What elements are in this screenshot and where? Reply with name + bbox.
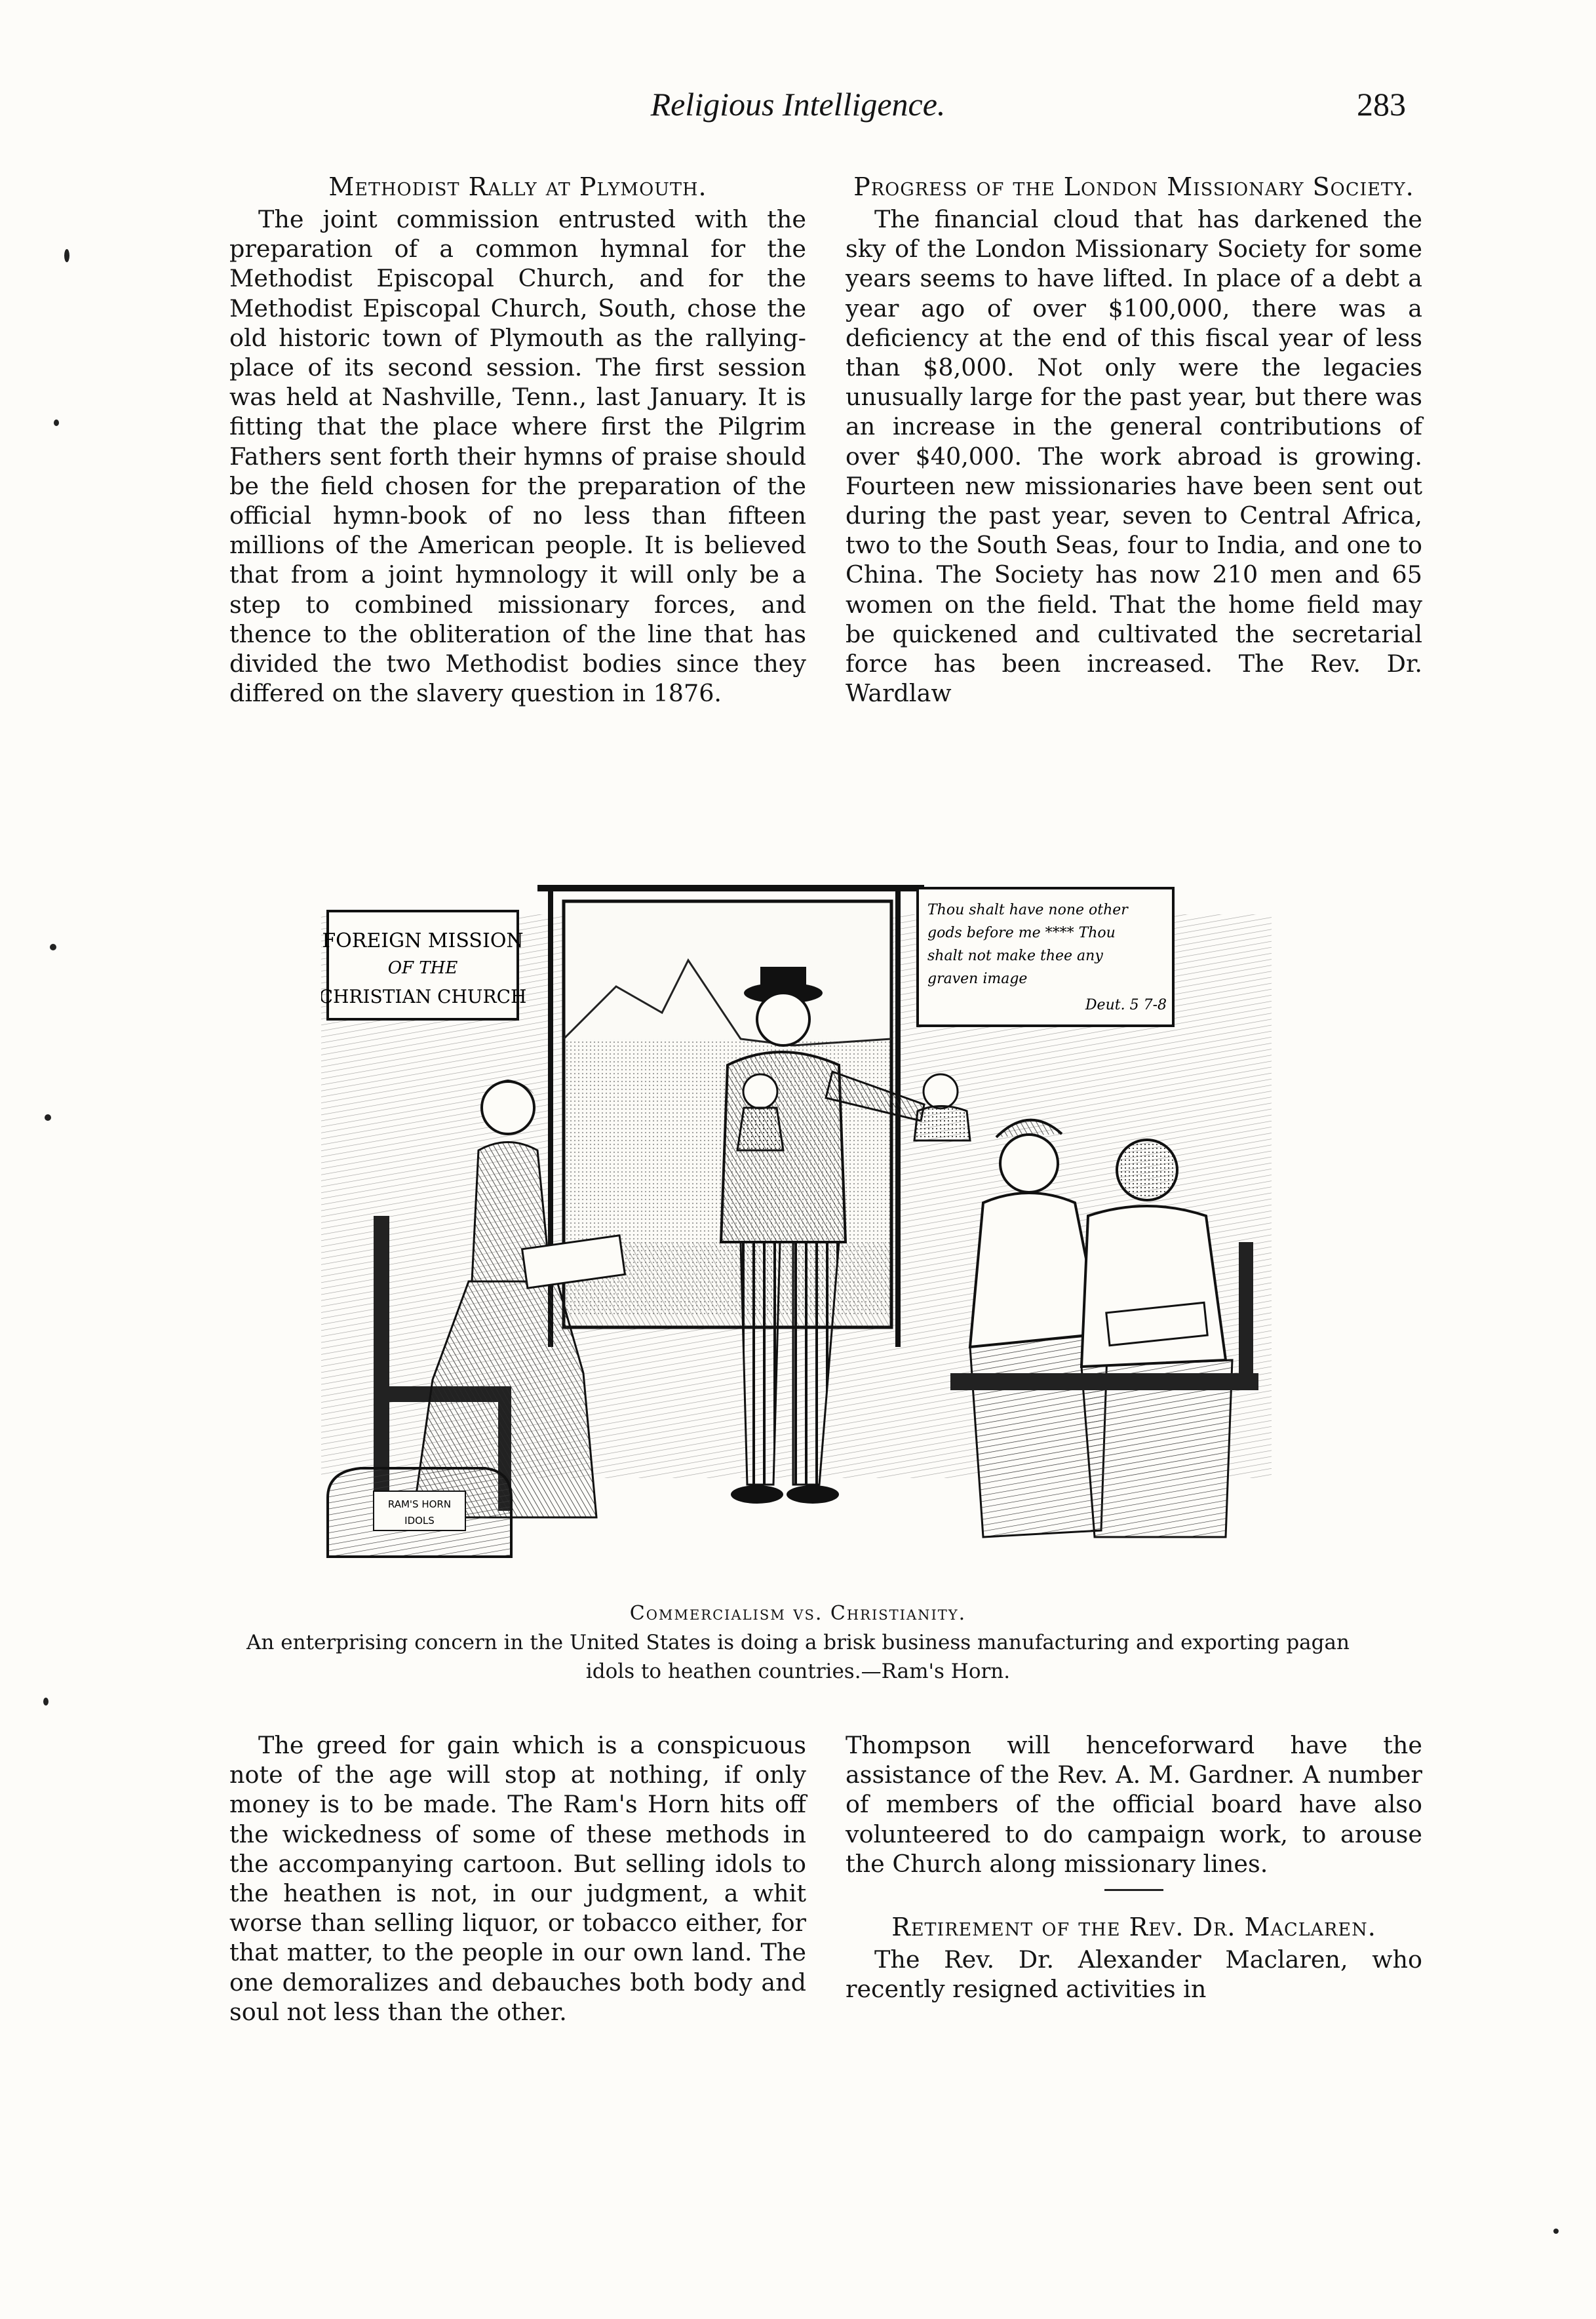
article-paragraph: The greed for gain which is a conspicuous note of the age will stop at nothing, if only money is to be made. The Ram's Horn hits off the wickedness of some of these methods in the accompanying cartoon. But selling idols to the heathen is not, in our judgment, a whit worse than selling liquor, or tobacco either, for that matter, to the people in our own land. The one demoralizes and debauches both body and soul not less than the other.	[229, 1731, 806, 2026]
article-commercialism	[229, 1730, 806, 2027]
sign-left-line: CHRISTIAN CHURCH	[321, 986, 527, 1007]
section-rule	[1104, 1889, 1163, 1891]
margin-mark	[50, 944, 56, 950]
cartoon-illustration	[321, 875, 1272, 1580]
sign-right-line: gods before me **** Thou	[927, 925, 1116, 941]
sign-right-line: Deut. 5 7-8	[1085, 997, 1167, 1013]
sign-left-line: OF THE	[387, 958, 458, 978]
article-paragraph: The financial cloud that has darkened the sky of the London Missionary Society for some years seems to have lifted. In place of a debt a year ago of over $100,000, there was a deficiency at the end of this fiscal year of less than $8,000. Not only were the legacies unusually large for the past year, but there was an increase in the general contributions of over $40,000. The work abroad is growing. Fourteen new missionaries have been sent out during the past year, seven to Central Africa, two to the South Seas, four to India, and one to China. The Society has now 210 men and 65 women on the field. That the home field may be quickened and cultivated the secretarial force has been increased. The Rev. Dr. Wardlaw	[846, 205, 1422, 708]
sign-left-line: FOREIGN MISSION	[322, 929, 524, 952]
margin-mark	[64, 249, 69, 262]
article-methodist-rally	[229, 172, 806, 708]
bag-label-line: IDOLS	[404, 1515, 435, 1527]
sign-right-line: graven image	[927, 971, 1028, 987]
article-heading: Progress of the London Missionary Society.	[853, 172, 1414, 201]
sign-right-line: Thou shalt have none other	[927, 902, 1128, 918]
bag-label-line: RAM'S HORN	[387, 1498, 452, 1510]
margin-mark	[54, 419, 59, 426]
running-head	[0, 85, 1596, 144]
caption-body: An enterprising concern in the United States is doing a brisk business manufacturing and exporting pagan idols to heathen countries.—Ram's Horn.	[246, 1631, 1350, 1683]
margin-mark	[1553, 2229, 1559, 2234]
article-heading: Retirement of the Rev. Dr. Maclaren.	[891, 1913, 1376, 1942]
sign-right-line: shalt not make thee any	[927, 948, 1103, 964]
article-heading: Methodist Rally at Plymouth.	[328, 172, 707, 201]
cartoon-caption	[236, 1599, 1360, 1686]
article-continuation	[846, 1730, 1422, 2004]
page-number: 283	[1357, 86, 1406, 123]
running-title: Religious Intelligence.	[650, 86, 946, 123]
cartoon-drawing	[321, 875, 1272, 1580]
margin-mark	[45, 1114, 51, 1121]
continued-paragraph: Thompson will henceforward have the assistance of the Rev. A. M. Gardner. A number of members of the official board have also volunteered to do campaign work, to arouse the Church along missionary lines.	[846, 1731, 1422, 1878]
article-paragraph: The Rev. Dr. Alexander Maclaren, who recently resigned activities in	[846, 1945, 1422, 2004]
caption-title: Commercialism vs. Christianity.	[629, 1602, 967, 1625]
margin-mark	[43, 1698, 49, 1705]
article-paragraph: The joint commission entrusted with the preparation of a common hymnal for the Methodist Episcopal Church, and for the Methodist Episcopal Church, South, chose the old historic town of Plymouth as the rallying-place of its second session. The first session was held at Nashville, Tenn., last January. It is fitting that the place where first the Pilgrim Fathers sent forth their hymns of praise should be the field chosen for the preparation of the official hymn-book of no less than fifteen millions of the American people. It is believed that from a joint hymnology it will only be a step to combined missionary forces, and thence to the obliteration of the line that has divided the two Methodist bodies since they differed on the slavery question in 1876.	[229, 205, 806, 708]
article-london-missionary-society	[846, 172, 1422, 708]
